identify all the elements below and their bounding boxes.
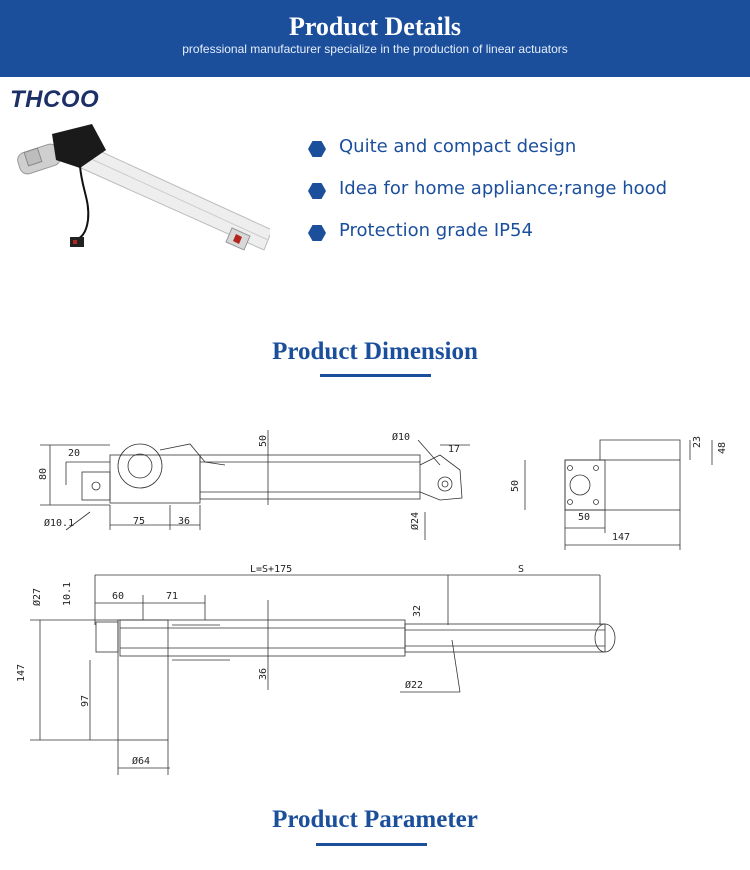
- dim-label: 17: [448, 444, 461, 455]
- feature-text: Protection grade IP54: [339, 220, 533, 241]
- dim-label: 10.1: [62, 581, 73, 606]
- dim-label: 147: [16, 663, 27, 682]
- dim-label: 75: [133, 516, 146, 527]
- dim-label: 50: [578, 512, 591, 523]
- dim-label: Ø22: [405, 680, 424, 691]
- dim-label: 50: [258, 434, 269, 447]
- feature-text: Quite and compact design: [339, 136, 577, 157]
- dim-label: 20: [68, 448, 81, 459]
- dimension-drawing: [0, 400, 750, 780]
- dim-label: 60: [112, 591, 125, 602]
- dim-label: Ø64: [132, 756, 151, 767]
- dim-label: 71: [166, 591, 179, 602]
- dim-label: 36: [258, 667, 269, 680]
- dim-label: 97: [80, 694, 91, 707]
- dim-label: 48: [717, 441, 728, 454]
- header-banner: [0, 0, 750, 77]
- front-view: [30, 575, 615, 775]
- dim-label: 23: [692, 435, 703, 448]
- dim-label: 147: [612, 532, 631, 543]
- feature-text: Idea for home appliance;range hood: [339, 178, 668, 199]
- dim-label: 36: [178, 516, 191, 527]
- dim-label: S: [518, 564, 525, 575]
- top-view: [40, 430, 470, 540]
- dim-label: L=S+175: [250, 564, 293, 575]
- dimension-section-title: Product Dimension: [272, 338, 478, 365]
- parameter-section-title: Product Parameter: [272, 806, 478, 833]
- brand-logo: THCOO: [10, 86, 100, 113]
- dim-label: 50: [510, 479, 521, 492]
- hexagon-bullet-icon: [308, 140, 326, 158]
- dim-label: Ø24: [410, 511, 421, 530]
- parameter-title-underline: [316, 843, 427, 846]
- dim-label: Ø10.1: [44, 518, 75, 529]
- page-subtitle: professional manufacturer specialize in the production of linear actuators: [182, 42, 568, 56]
- dim-label: Ø27: [32, 587, 43, 606]
- dim-label: 80: [38, 467, 49, 480]
- dim-label: Ø10: [392, 432, 411, 443]
- hexagon-bullet-icon: [308, 224, 326, 242]
- cable: [76, 166, 88, 240]
- product-photo: [10, 110, 270, 290]
- dimension-title-underline: [320, 374, 431, 377]
- page-title: Product Details: [288, 12, 462, 41]
- hexagon-bullet-icon: [308, 182, 326, 200]
- dim-label: 32: [412, 604, 423, 617]
